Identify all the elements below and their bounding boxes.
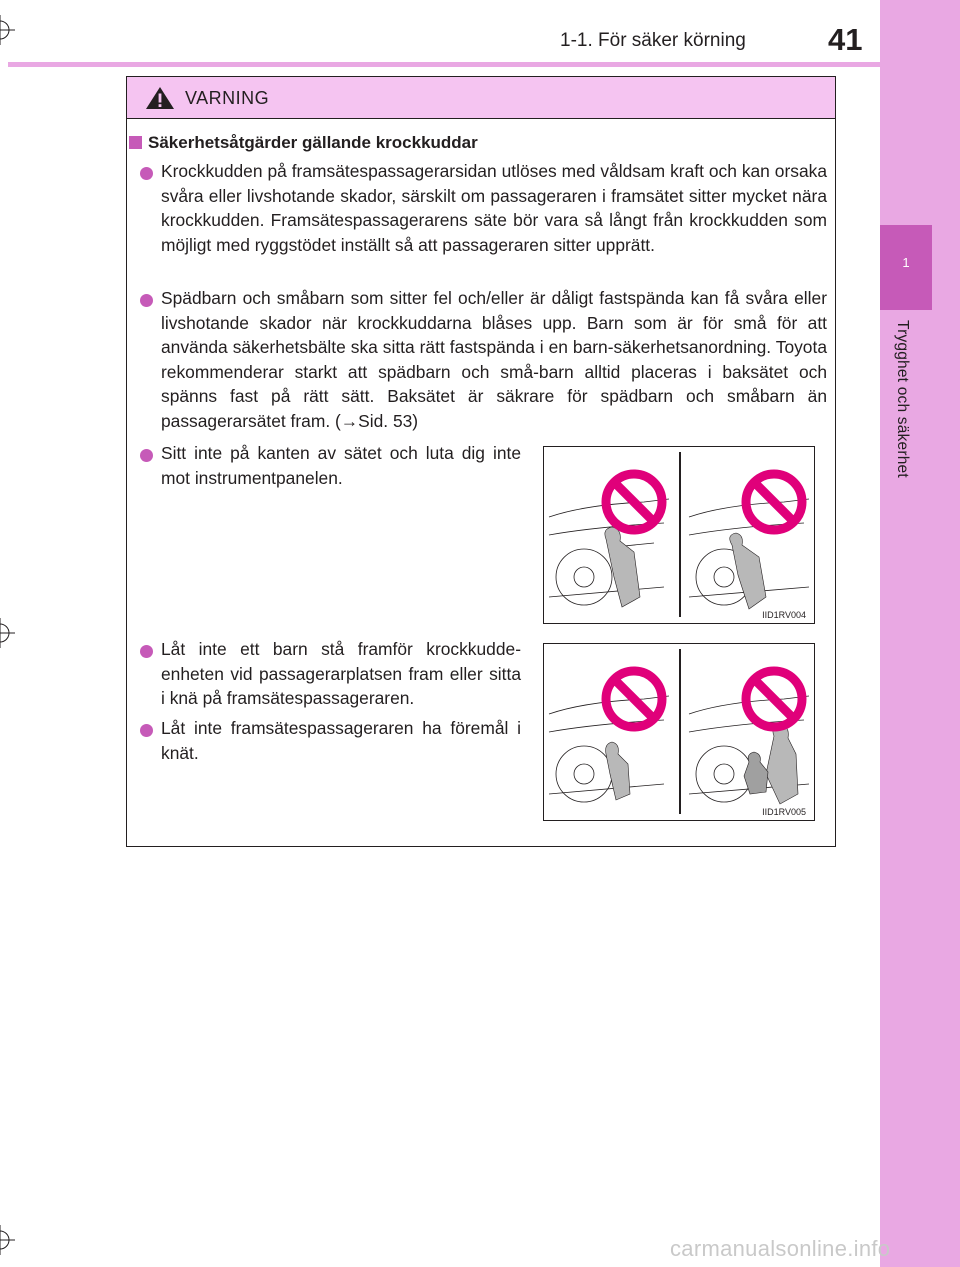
item-text: Sitt inte på kanten av sätet och luta dig inte mot instrumentpanelen. xyxy=(161,443,521,488)
warning-triangle-icon xyxy=(145,86,175,115)
figure-code: IID1RV004 xyxy=(762,610,806,620)
item-text: Krockkudden på framsätespassagerarsidan utlöses med våldsam kraft och kan orsaka svåra eller livshotande skador, särskilt om passageraren i framsätet sitter mycket nära krockkudden. Framsätespassagerarens säte bör vara så långt från krockkudden som möjligt med ryggstödet inställt så att passageraren sitter upprätt. xyxy=(161,161,827,255)
registration-mark-top-left xyxy=(0,15,15,45)
watermark: carmanualsonline.info xyxy=(670,1236,891,1261)
bullet-icon xyxy=(140,724,153,737)
warning-label: VARNING xyxy=(185,88,270,108)
registration-mark-mid-left xyxy=(0,618,15,648)
square-bullet-icon xyxy=(129,136,142,149)
bullet-icon xyxy=(140,294,153,307)
item-text: Låt inte ett barn stå framför krockkudde-enheten vid passagerarplatsen fram eller sitta i knä på framsätespassageraren. xyxy=(161,639,521,709)
section-title xyxy=(127,133,478,153)
side-tab-strip xyxy=(880,0,960,1267)
item-text: Spädbarn och småbarn som sitter fel och/eller är dåligt fastspända kan få svåra eller livshotande skador när krockkuddarna blåses upp. Barn som är för små för att använda säkerhetsbälte ska sitta rätt fastspända i en barn-säkerhetsanordning. Toyota rekommenderar starkt att spädbarn och små-barn alltid placeras i baksätet och spänns fast på rätt sätt. Baksätet är säkrare för spädbarn och småbarn än passagerarsätet fram. (→Sid. 53) xyxy=(161,288,827,431)
page-number: 41 xyxy=(828,22,863,57)
figure-code: IID1RV005 xyxy=(762,807,806,817)
bullet-icon xyxy=(140,167,153,180)
warning-header xyxy=(127,77,835,119)
item-text: Låt inte framsätespassageraren ha föremål i knät. xyxy=(161,718,521,763)
illustration-lean-forward xyxy=(543,446,815,624)
chapter-number: 1 xyxy=(902,255,910,270)
header-rule xyxy=(8,62,880,67)
bullet-icon xyxy=(140,449,153,462)
section-heading: 1-1. För säker körning xyxy=(560,30,746,51)
bullet-icon xyxy=(140,645,153,658)
illustration-child-in-front xyxy=(543,643,815,821)
chapter-title: Trygghet och säkerhet xyxy=(894,320,911,478)
registration-mark-bottom-left xyxy=(0,1225,15,1255)
section-title-text: Säkerhetsåtgärder gällande krockkuddar xyxy=(148,133,478,152)
warning-box xyxy=(126,76,836,847)
